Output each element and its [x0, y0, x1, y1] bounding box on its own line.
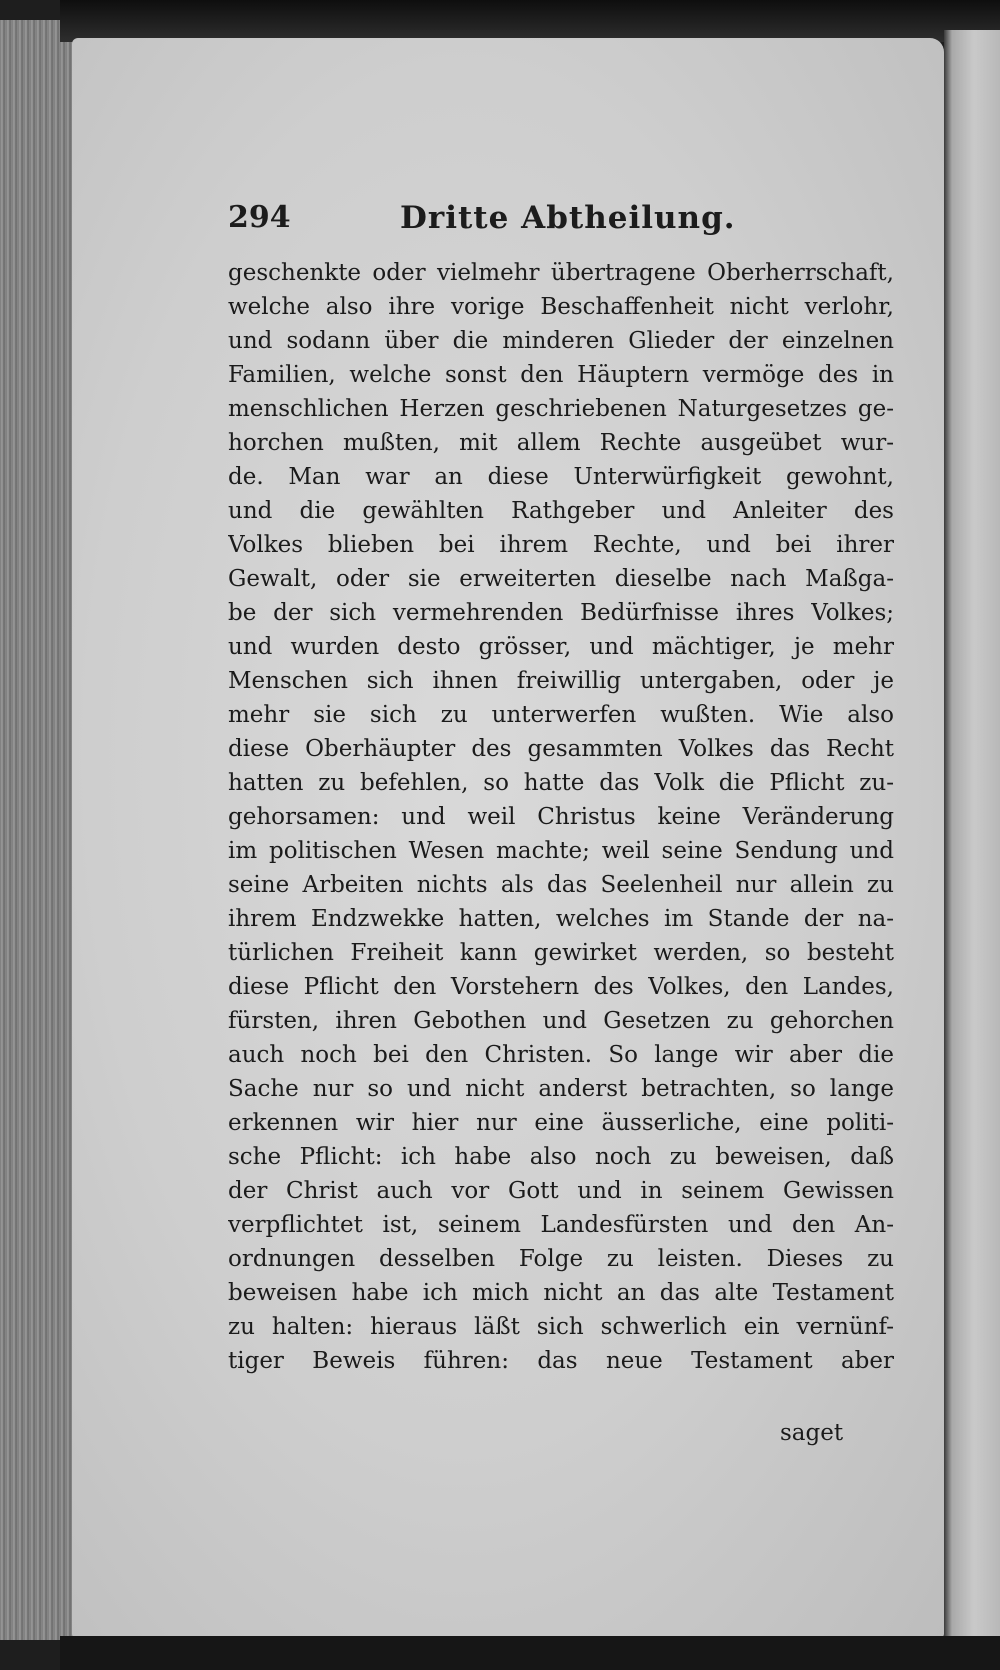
text-line: Gewalt, oder sie erweiterten dieselbe nach Maßga- [228, 566, 894, 592]
page-number: 294 [228, 200, 291, 235]
running-head [228, 200, 878, 244]
bottom-shadow [60, 1636, 1000, 1670]
text-line: sche Pflicht: ich habe also noch zu beweisen, daß [228, 1144, 894, 1170]
top-shadow [60, 0, 1000, 42]
text-line: geschenkte oder vielmehr übertragene Oberherrschaft, [228, 260, 894, 286]
text-line: menschlichen Herzen geschriebenen Naturgesetzes ge- [228, 396, 894, 422]
text-line: zu halten: hieraus läßt sich schwerlich ein vernünf- [228, 1314, 894, 1340]
text-line: und sodann über die minderen Glieder der einzelnen [228, 328, 894, 354]
text-line: verpflichtet ist, seinem Landesfürsten und den An- [228, 1212, 894, 1238]
text-line: und wurden desto grösser, und mächtiger, je mehr [228, 634, 894, 660]
text-line: der Christ auch vor Gott und in seinem Gewissen [228, 1178, 894, 1204]
text-line: Familien, welche sonst den Häuptern vermöge des in [228, 362, 894, 388]
text-line: beweisen habe ich mich nicht an das alte Testament [228, 1280, 894, 1306]
text-line: ihrem Endzwekke hatten, welches im Stande der na- [228, 906, 894, 932]
text-line: türlichen Freiheit kann gewirket werden, so besteht [228, 940, 894, 966]
text-line: tiger Beweis führen: das neue Testament aber [228, 1348, 894, 1374]
text-line: erkennen wir hier nur eine äusserliche, eine politi- [228, 1110, 894, 1136]
text-line: ordnungen desselben Folge zu leisten. Dieses zu [228, 1246, 894, 1272]
text-line: Sache nur so und nicht anderst betrachten, so lange [228, 1076, 894, 1102]
text-line: mehr sie sich zu unterwerfen wußten. Wie also [228, 702, 894, 728]
text-line: und die gewählten Rathgeber und Anleiter des [228, 498, 894, 524]
text-line: de. Man war an diese Unterwürfigkeit gewohnt, [228, 464, 894, 490]
text-line: horchen mußten, mit allem Rechte ausgeübet wur- [228, 430, 894, 456]
text-line: Volkes blieben bei ihrem Rechte, und bei ihrer [228, 532, 894, 558]
text-line: gehorsamen: und weil Christus keine Veränderung [228, 804, 894, 830]
text-line: Menschen sich ihnen freiwillig untergaben, oder je [228, 668, 894, 694]
text-line: diese Oberhäupter des gesammten Volkes das Recht [228, 736, 894, 762]
text-line: auch noch bei den Christen. So lange wir aber die [228, 1042, 894, 1068]
text-line: be der sich vermehrenden Bedürfnisse ihres Volkes; [228, 600, 894, 626]
body-text [228, 256, 894, 1378]
facing-page-edge [944, 30, 1000, 1640]
text-line: hatten zu befehlen, so hatte das Volk die Pflicht zu- [228, 770, 894, 796]
catchword: saget [780, 1420, 844, 1446]
text-line: diese Pflicht den Vorstehern des Volkes, den Landes, [228, 974, 894, 1000]
book-page-edges [0, 20, 78, 1640]
text-line: fürsten, ihren Gebothen und Gesetzen zu gehorchen [228, 1008, 894, 1034]
running-head-title: Dritte Abtheilung. [400, 200, 736, 236]
text-line: im politischen Wesen machte; weil seine Sendung und [228, 838, 894, 864]
text-line: welche also ihre vorige Beschaffenheit nicht verlohr, [228, 294, 894, 320]
text-line: seine Arbeiten nichts als das Seelenheil nur allein zu [228, 872, 894, 898]
